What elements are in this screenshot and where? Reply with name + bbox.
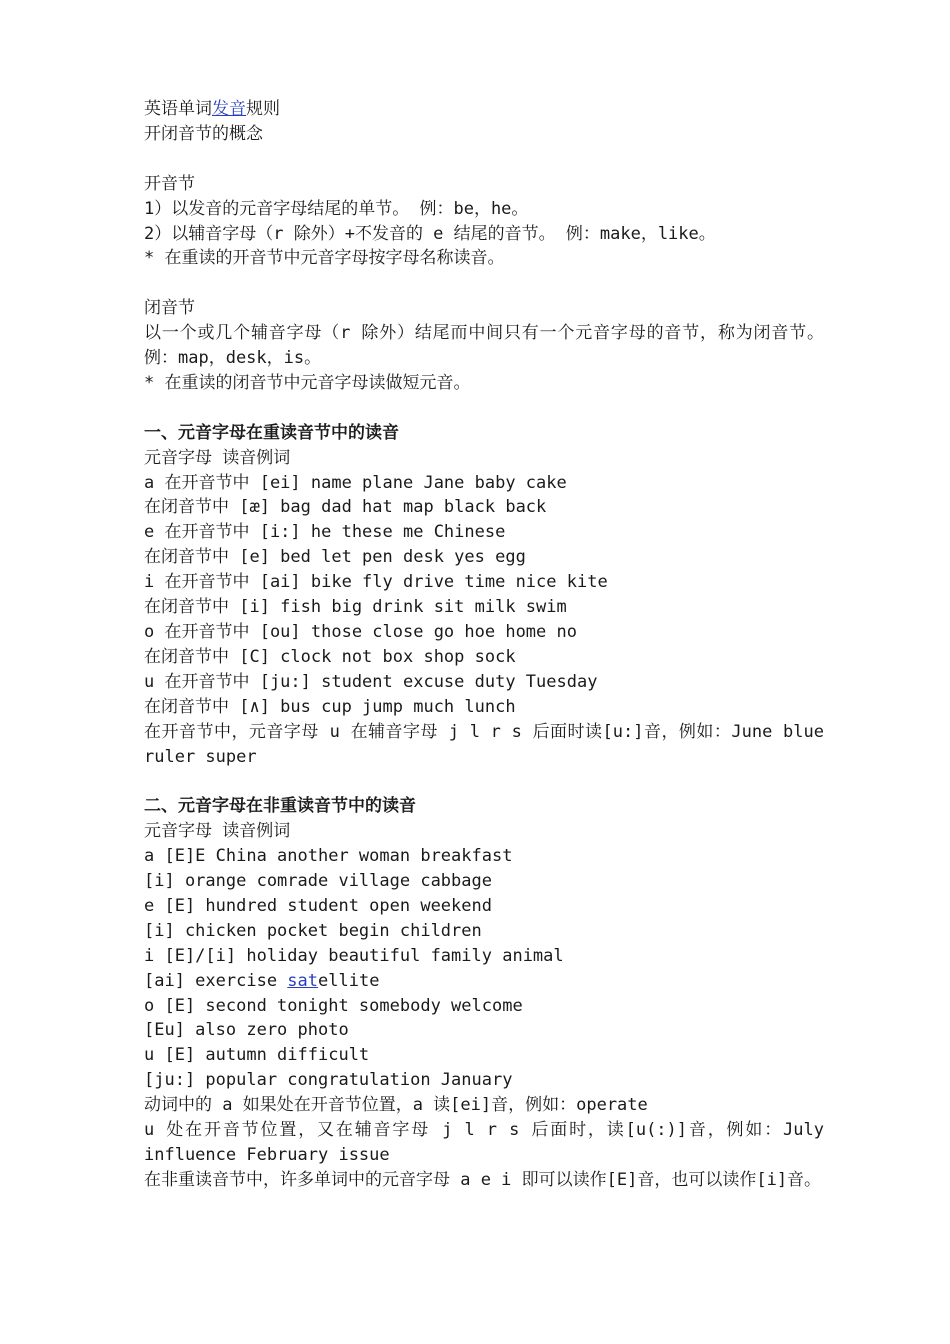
section2-paragraph: u 处在开音节位置，又在辅音字母 j l r s 后面时，读[u(:)]音，例如：July influence February issue: [144, 1120, 824, 1165]
open-syllable-line: * 在重读的开音节中元音字母按字母名称读音。: [144, 248, 505, 269]
open-syllable-heading: 开音节: [144, 173, 195, 194]
section1-line: 在闭音节中 [C] clock not box shop sock: [144, 646, 516, 667]
section2-line: 动词中的 a 如果处在开音节位置，a 读[ei]音，例如：operate: [144, 1095, 648, 1116]
section2-line: u [E] autumn difficult: [144, 1045, 370, 1066]
document-title: 英语单词发音规则: [144, 99, 280, 119]
section2-line: e [E] hundred student open weekend: [144, 895, 492, 916]
section1-heading: 一、元音字母在重读音节中的读音: [144, 422, 399, 443]
open-syllable-line: 1）以发音的元音字母结尾的单节。 例：be，he。: [144, 198, 529, 219]
closed-syllable-heading: 闭音节: [144, 298, 195, 319]
section2-line: 元音字母 读音例词: [144, 821, 291, 842]
section2-line: [i] chicken pocket begin children: [144, 920, 482, 941]
open-syllable-line: 2）以辅音字母（r 除外）+不发音的 e 结尾的音节。 例：make，like。: [144, 223, 716, 244]
section2-line: o [E] second tonight somebody welcome: [144, 995, 523, 1016]
closed-syllable-paragraph: 以一个或几个辅音字母（r 除外）结尾而中间只有一个元音字母的音节，称为闭音节。例：map，desk，is。: [144, 323, 824, 369]
closed-syllable-note: * 在重读的闭音节中元音字母读做短元音。: [144, 372, 471, 393]
satellite-line: [ai] exercise satellite: [144, 970, 380, 991]
section2-line: [ju:] popular congratulation January: [144, 1070, 513, 1091]
section1-line: e 在开音节中 [i:] he these me Chinese: [144, 522, 506, 543]
document-subtitle: 开闭音节的概念: [144, 123, 263, 144]
section1-line: 在闭音节中 [e] bed let pen desk yes egg: [144, 547, 526, 568]
satellite-link[interactable]: sat: [287, 970, 319, 991]
section2-line: i [E]/[i] holiday beautiful family animal: [144, 945, 564, 966]
section1-line: i 在开音节中 [ai] bike fly drive time nice kite: [144, 572, 608, 593]
section2-line: [Eu] also zero photo: [144, 1020, 349, 1041]
section2-line: [i] orange comrade village cabbage: [144, 871, 492, 892]
section2-heading: 二、元音字母在非重读音节中的读音: [144, 796, 416, 817]
section2-paragraph: 在非重读音节中，许多单词中的元音字母 a e i 即可以读作[E]音，也可以读作[i]音。: [144, 1169, 822, 1190]
document-page: [144, 97, 824, 1193]
section2-line: a [E]E China another woman breakfast: [144, 846, 513, 867]
section1-paragraph: 在开音节中，元音字母 u 在辅音字母 j l r s 后面时读[u:]音，例如：June blue ruler super: [144, 721, 824, 767]
section1-line: 在闭音节中 [∧] bus cup jump much lunch: [144, 696, 516, 717]
section1-line: 在闭音节中 [i] fish big drink sit milk swim: [144, 597, 567, 618]
section1-line: u 在开音节中 [ju:] student excuse duty Tuesday: [144, 671, 598, 692]
section1-line: o 在开音节中 [ou] those close go hoe home no: [144, 621, 577, 642]
pronunciation-link[interactable]: 发音: [212, 99, 246, 119]
section1-line: 元音字母 读音例词: [144, 447, 291, 468]
section1-line: a 在开音节中 [ei] name plane Jane baby cake: [144, 472, 567, 493]
section1-line: 在闭音节中 [æ] bag dad hat map black back: [144, 497, 547, 518]
